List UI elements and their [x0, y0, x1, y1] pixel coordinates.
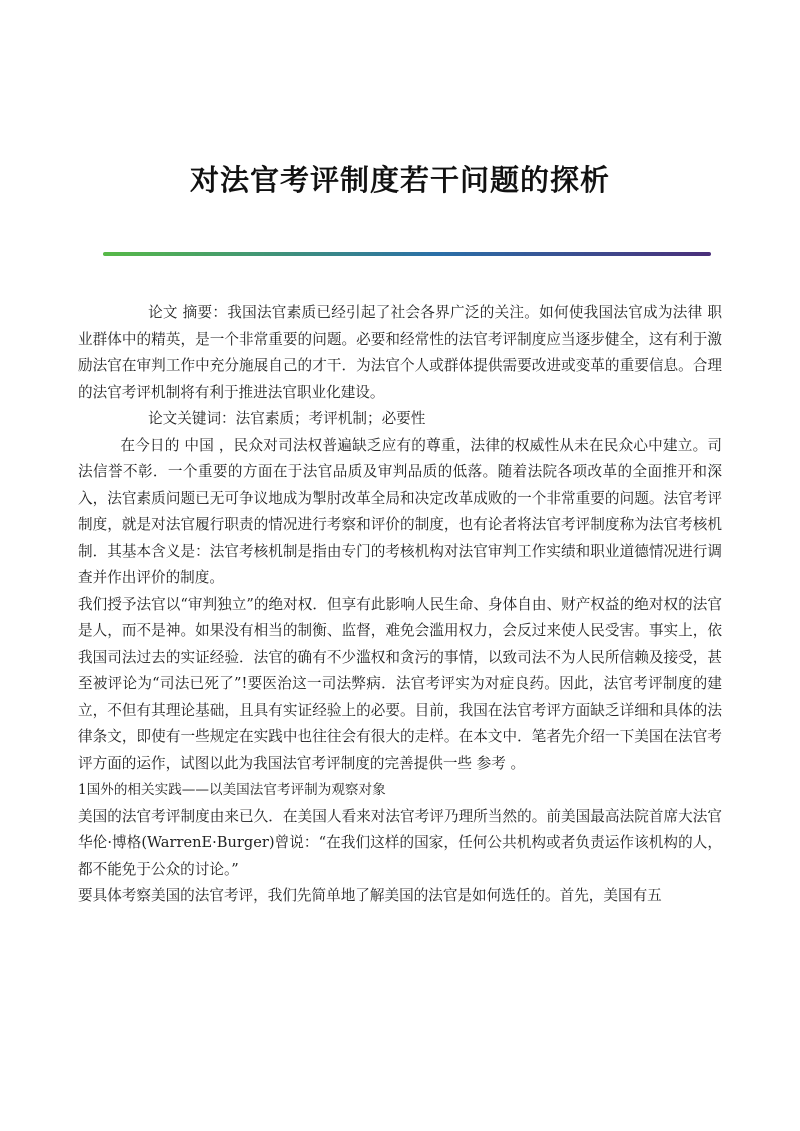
body-paragraph: 我们授予法官以“审判独立”的绝对权．但享有此影响人民生命、身体自由、财产权益的绝对权的法官是人，而不是神。如果没有相当的制衡、监督，难免会滥用权力，会反过来使人民受害。事实上，依我国司法过去的实证经验．法官的确有不少滥权和贪污的事情，以致司法不为人民所信赖及接受，甚至被评论为“司法已死了”!要医治这一司法弊病．法官考评实为对症良药。因此，法官考评制度的建立，不但有其理论基础，且具有实证经验上的必要。目前，我国在法官考评方面缺乏详细和具体的法律条文，即使有一些规定在实践中也往往会有很大的走样。在本文中．笔者先介绍一下美国在法官考评方面的运作，试图以此为我国法官考评制度的完善提供一些 参考 。	[78, 595, 722, 772]
abstract-paragraph: 论文 摘要：我国法官素质已经引起了社会各界广泛的关注。如何使我国法官成为法律 职业群体中的精英，是一个非常重要的问题。必要和经常性的法官考评制度应当逐步健全，这有利于激励法官在审判工作中充分施展自己的才干．为法官个人或群体提供需要改进或变革的重要信息。合理的法官考评机制将有利于推进法官职业化建设。	[78, 304, 722, 401]
body-paragraph: 美国的法官考评制度由来已久．在美国人看来对法官考评乃理所当然的。前美国最高法院首席大法官华伦·博格(WarrenE·Burger)曾说：“在我们这样的国家，任何公共机构或者负责运作该机构的人，都不能免于公众的讨论。”	[78, 807, 722, 878]
body-paragraph: 要具体考察美国的法官考评，我们先简单地了解美国的法官是如何选任的。首先，美国有五	[78, 887, 662, 904]
section-heading: 1国外的相关实践——以美国法官考评制为观察对象	[78, 782, 386, 798]
document-title: 对法官考评制度若干问题的探析	[189, 163, 610, 197]
title-underline-divider	[103, 252, 711, 256]
body-paragraph: 在今日的 中国 ，民众对司法权普遍缺乏应有的尊重，法律的权威性从未在民众心中建立。司法信誉不彰．一个重要的方面在于法官品质及审判品质的低落。随着法院各项改革的全面推开和深入，法官素质问题已无可争议地成为掣肘改革全局和决定改革成败的一个非常重要的问题。法官考评制度，就是对法官履行职责的情况进行考察和评价的制度，也有论者将法官考评制度称为法官考核机制．其基本含义是：法官考核机制是指由专门的考核机构对法官审判工作实绩和职业道德情况进行调查并作出评价的制度。	[78, 436, 722, 586]
document-body	[78, 300, 722, 910]
keywords-line: 论文关键词：法官素质；考评机制；必要性	[148, 410, 426, 427]
